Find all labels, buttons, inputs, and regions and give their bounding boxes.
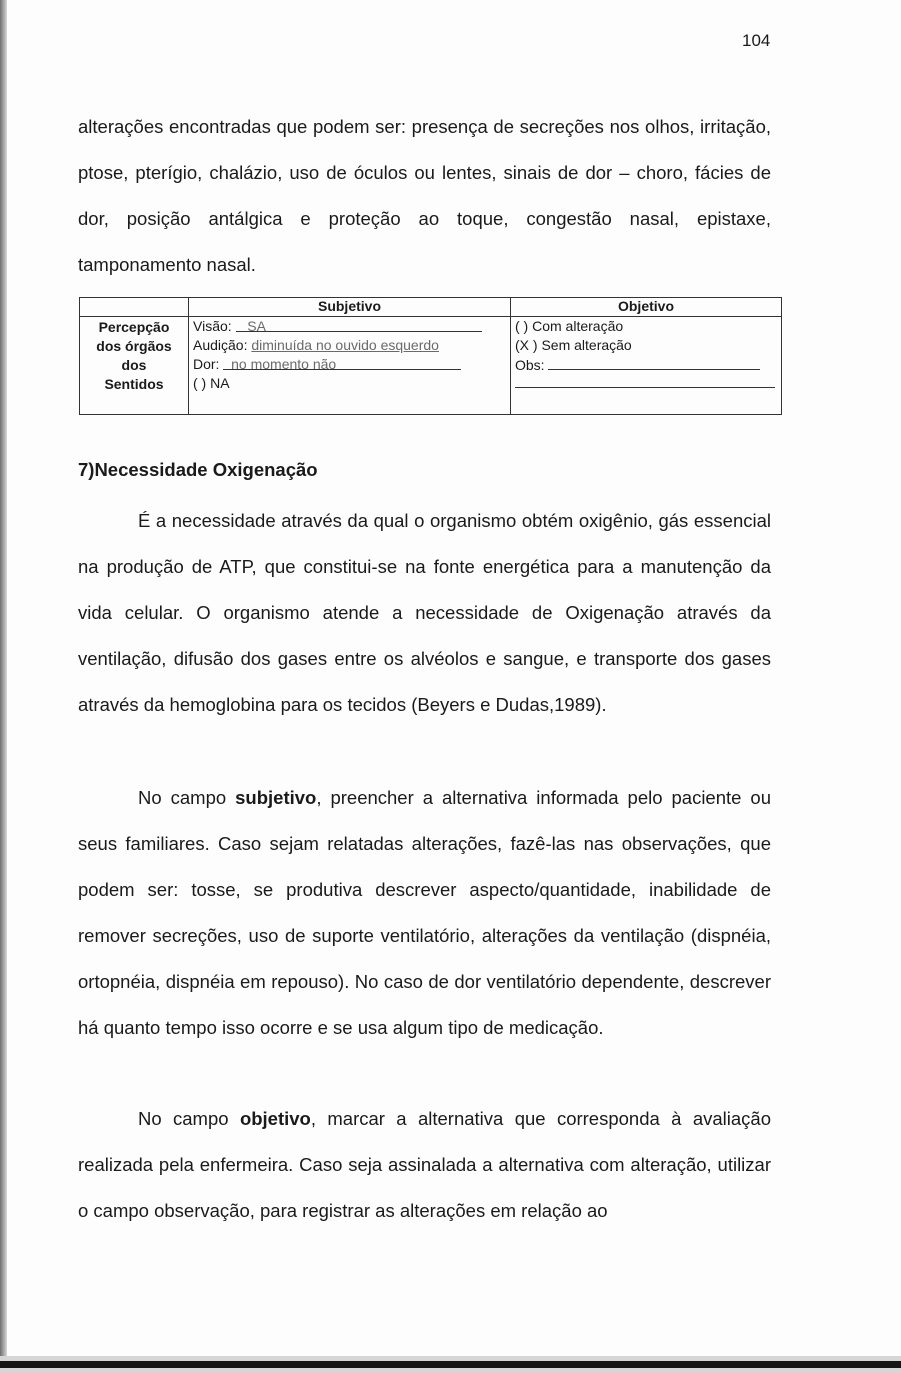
paragraph-bold-term: objetivo xyxy=(239,1108,311,1129)
dor-value: no momento não xyxy=(231,356,337,372)
audicao-value: diminuída no ouvido esquerdo xyxy=(251,337,439,353)
header-subjetivo: Subjetivo xyxy=(189,298,511,317)
row-label-line: dos órgãos xyxy=(96,338,172,354)
na-option: ( ) NA xyxy=(193,375,230,391)
table-row xyxy=(80,317,782,415)
dor-field xyxy=(223,355,461,370)
obs-extra-line xyxy=(515,375,775,388)
table-header-row xyxy=(80,298,782,317)
dor-label: Dor: xyxy=(193,356,220,372)
paragraph-text: É a necessidade através da qual o organismo obtém oxigênio, gás essencial na produção de ATP, que constitui-se na fonte energética para a manutenção da vida celular. O organismo atende a necessidade de Oxigenação através da ventilação, difusão dos gases entre os alvéolos e sangue, e transporte dos gases através da hemoglobina para os tecidos (Beyers e Dudas,1989). xyxy=(78,510,771,715)
paragraph-text-after: , marcar a alternativa que corresponda à avaliação realizada pela enfermeira. Caso seja assinalada a alternativa com alteração, utilizar o campo observação, para registrar as alterações em relação ao xyxy=(78,1108,771,1221)
paragraph-bold-term: subjetivo xyxy=(235,787,317,808)
obs-line xyxy=(515,355,777,375)
visao-field xyxy=(236,317,482,332)
option-sem-alteracao: (X ) Sem alteração xyxy=(515,337,632,353)
paragraph-subjetivo xyxy=(78,775,771,1051)
option-com-alteracao: ( ) Com alteração xyxy=(515,318,624,334)
header-objetivo: Objetivo xyxy=(511,298,782,317)
row-label-line: Percepção xyxy=(98,319,170,335)
row-label-line: Sentidos xyxy=(104,376,164,392)
scan-bottom-band xyxy=(0,1361,901,1368)
paragraph-objetivo xyxy=(78,1096,771,1234)
dor-line xyxy=(193,355,506,374)
page-number: 104 xyxy=(742,31,771,50)
paragraph-continuation: alterações encontradas que podem ser: presença de secreções nos olhos, irritação, ptose, pterígio, chalázio, uso de óculos ou lentes, sinais de dor – choro, fácies de dor, posição antálgica e proteção ao toque, congestão nasal, epistaxe, tamponamento nasal. xyxy=(78,116,771,275)
obs-field xyxy=(548,355,760,370)
row-label-line: dos xyxy=(121,357,147,373)
paragraph-text-before: No campo xyxy=(138,787,236,808)
obs-label: Obs: xyxy=(515,357,545,373)
objetivo-cell xyxy=(511,317,782,415)
visao-line xyxy=(193,317,506,336)
audicao-label: Audição: xyxy=(193,337,248,353)
subjetivo-cell xyxy=(189,317,511,415)
table-corner-cell xyxy=(80,298,189,317)
audicao-line xyxy=(193,336,506,355)
paragraph-text-before: No campo xyxy=(138,1108,240,1129)
paragraph-oxigenacao-definition xyxy=(78,498,771,728)
assessment-table xyxy=(79,297,782,415)
scan-edge-shadow xyxy=(0,0,7,1373)
section-heading: 7)Necessidade Oxigenação xyxy=(78,459,318,480)
paragraph-text-after: , preencher a alternativa informada pelo paciente ou seus familiares. Caso sejam relatadas alterações, fazê-las nas observações, que podem ser: tosse, se produtiva descrever aspecto/quantidade, inabilidade de remover secreções, uso de suporte ventilatório, alterações da ventilação (dispnéia, ortopnéia, dispnéia em repouso). No caso de dor ventilatório dependente, descrever há quanto tempo isso ocorre e se usa algum tipo de medicação. xyxy=(78,787,771,1038)
visao-label: Visão: xyxy=(193,318,232,334)
row-label-cell xyxy=(80,317,189,415)
visao-value: SA xyxy=(247,318,266,334)
scan-bottom-edge xyxy=(0,1356,901,1373)
